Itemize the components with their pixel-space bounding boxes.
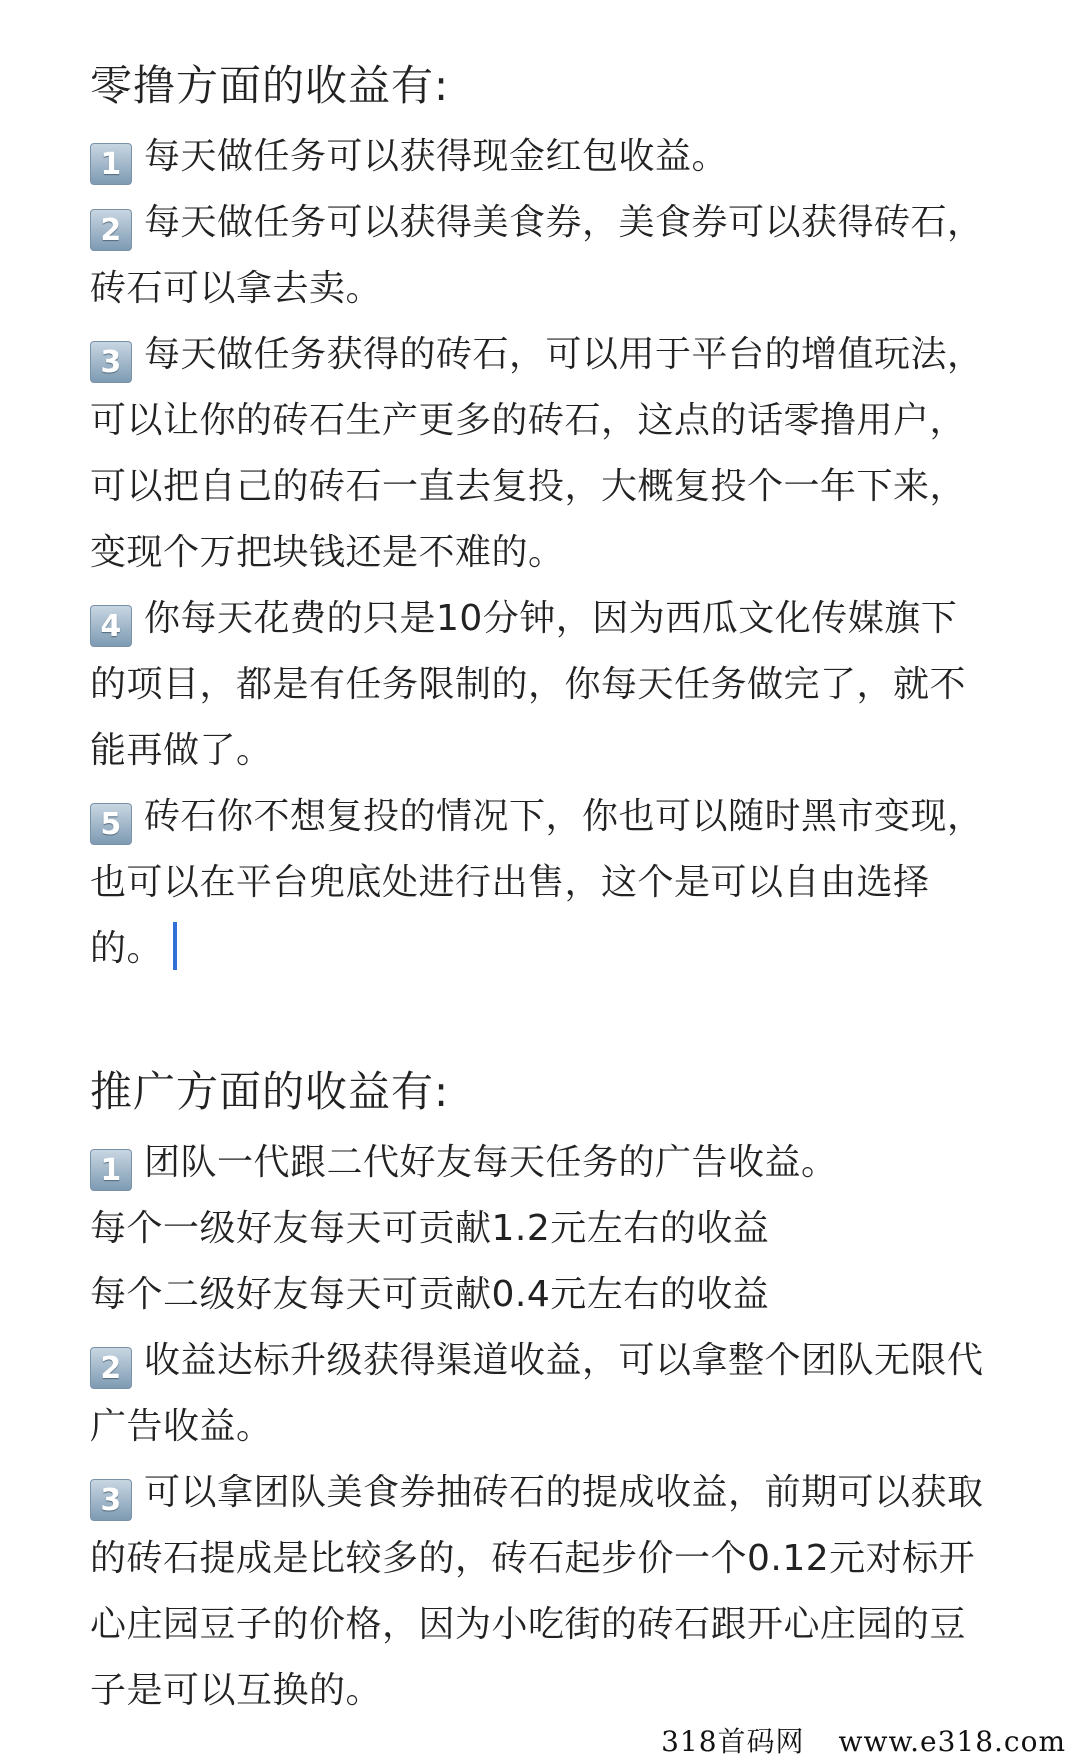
item-text: 可以拿团队美食券抽砖石的提成收益，前期可以获取: [144, 1472, 984, 1513]
item-text: 每天做任务可以获得美食券，美食券可以获得砖石，: [144, 202, 984, 243]
item-text: 的项目，都是有任务限制的，你每天任务做完了，就不: [90, 664, 967, 705]
item-text: 每天做任务获得的砖石，可以用于平台的增值玩法，: [144, 334, 984, 375]
item-text: 每天做任务可以获得现金红包收益。: [144, 136, 729, 177]
list-item: [90, 1460, 1010, 1724]
item-text: 砖石你不想复投的情况下，你也可以随时黑市变现，: [144, 796, 984, 837]
list-item: [90, 784, 1010, 982]
promotion-earnings-section: [90, 1062, 1010, 1724]
number-2-icon: 2: [90, 209, 132, 251]
watermark-site-name: 318首码网: [661, 1725, 805, 1758]
site-watermark: [651, 1722, 1076, 1762]
item-text: 的。: [90, 928, 164, 969]
text-cursor-icon: [173, 922, 177, 970]
item-text: 收益达标升级获得渠道收益，可以拿整个团队无限代: [144, 1340, 984, 1381]
list-item: [90, 1130, 1010, 1328]
item-text: 广告收益。: [90, 1406, 273, 1447]
number-3-icon: 3: [90, 341, 132, 383]
list-item: [90, 1328, 1010, 1460]
section-heading: 零撸方面的收益有:: [90, 61, 450, 110]
item-text: 团队一代跟二代好友每天任务的广告收益。: [144, 1142, 838, 1183]
zero-cost-earnings-section: [90, 56, 1010, 982]
list-item: [90, 586, 1010, 784]
number-5-icon: 5: [90, 803, 132, 845]
item-text: 每个二级好友每天可贡献0.4元左右的收益: [90, 1274, 770, 1315]
number-2-icon: 2: [90, 1347, 132, 1389]
item-text: 每个一级好友每天可贡献1.2元左右的收益: [90, 1208, 770, 1249]
list-item: [90, 322, 1010, 586]
number-1-icon: 1: [90, 143, 132, 185]
item-text: 你每天花费的只是10分钟，因为西瓜文化传媒旗下: [144, 598, 958, 639]
section-heading: 推广方面的收益有:: [90, 1067, 450, 1116]
item-text: 子是可以互换的。: [90, 1670, 383, 1711]
item-text: 能再做了。: [90, 730, 273, 771]
item-text: 变现个万把块钱还是不难的。: [90, 532, 565, 573]
item-text: 可以让你的砖石生产更多的砖石，这点的话零撸用户，: [90, 400, 967, 441]
number-4-icon: 4: [90, 605, 132, 647]
item-text: 心庄园豆子的价格，因为小吃街的砖石跟开心庄园的豆: [90, 1604, 967, 1645]
list-item: [90, 124, 1010, 190]
watermark-url: www.e318.com: [838, 1725, 1066, 1758]
item-text: 可以把自己的砖石一直去复投，大概复投个一年下来，: [90, 466, 967, 507]
list-item: [90, 190, 1010, 322]
item-text: 砖石可以拿去卖。: [90, 268, 383, 309]
item-text: 也可以在平台兜底处进行出售，这个是可以自由选择: [90, 862, 930, 903]
number-1-icon: 1: [90, 1149, 132, 1191]
number-3-icon: 3: [90, 1479, 132, 1521]
item-text: 的砖石提成是比较多的，砖石起步价一个0.12元对标开: [90, 1538, 976, 1579]
